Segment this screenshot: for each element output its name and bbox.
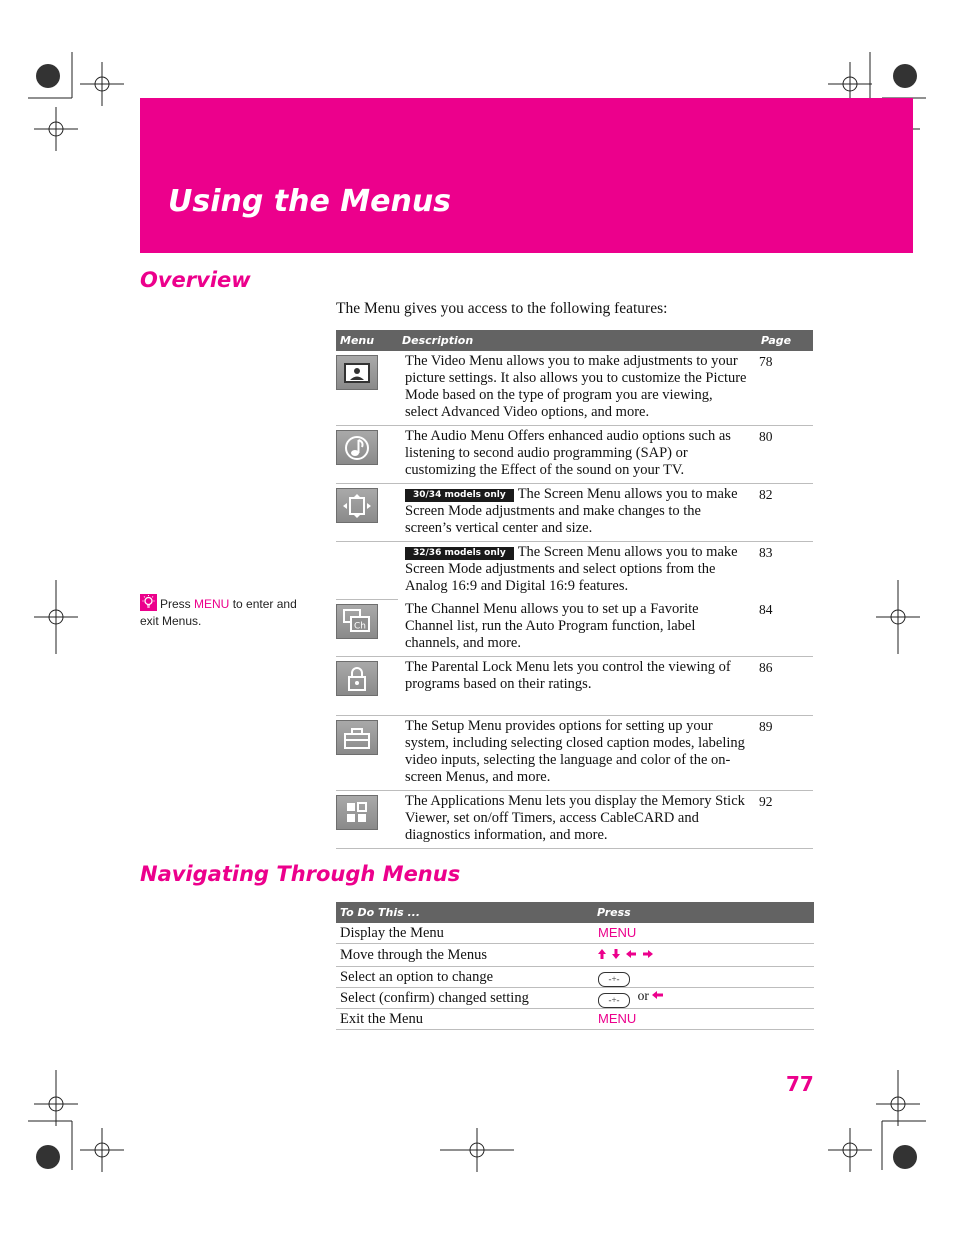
left-arrow-icon	[652, 990, 664, 1000]
row-description: The Channel Menu allows you to set up a Favorite Channel list, run the Auto Program function, label channels, and more.	[398, 599, 755, 657]
menu-key-label: MENU	[598, 1010, 637, 1026]
applications-grid-icon	[336, 795, 378, 830]
menu-key-label: MENU	[598, 924, 637, 940]
overview-heading: Overview	[140, 268, 251, 292]
table-row	[336, 351, 813, 426]
row-page: 82	[755, 484, 813, 542]
action-label: Display the Menu	[336, 923, 594, 944]
table-row	[336, 716, 813, 791]
row-page: 78	[755, 351, 813, 426]
row-description: The Screen Menu allows you to make Screen Mode adjustments and make changes to the screen’s vertical center and size.	[405, 486, 738, 536]
select-button-icon: -+-	[598, 993, 630, 1008]
parental-lock-icon	[336, 661, 378, 696]
table-row	[336, 599, 813, 657]
tip-text-pre: Press	[160, 597, 195, 611]
models-badge: 32/36 models only	[405, 547, 514, 560]
table-row	[336, 988, 814, 1009]
models-badge: 30/34 models only	[405, 489, 514, 502]
page-title: Using the Menus	[168, 184, 452, 219]
action-label: Exit the Menu	[336, 1009, 594, 1030]
row-page: 89	[755, 716, 813, 791]
table-row	[336, 484, 813, 542]
or-text: or	[637, 988, 649, 1003]
screen-mode-icon	[336, 488, 378, 523]
row-page: 80	[755, 426, 813, 484]
table-row	[336, 791, 813, 849]
table-row	[336, 967, 814, 988]
table-row	[336, 542, 813, 600]
select-button-icon: -+-	[598, 972, 630, 987]
column-menu: Menu	[336, 330, 398, 351]
overview-intro: The Menu gives you access to the following features:	[336, 300, 668, 317]
column-page: Page	[755, 330, 813, 351]
row-page: 86	[755, 657, 813, 716]
audio-note-icon	[336, 430, 378, 465]
row-description: The Setup Menu provides options for setting up your system, including selecting closed caption modes, labeling video inputs, selecting the language and color of the on-screen Menus, and more.	[398, 716, 755, 791]
row-description: The Applications Menu lets you display the Memory Stick Viewer, set on/off Timers, access CableCARD and diagnostics information, and more.	[398, 791, 755, 849]
row-description: The Audio Menu Offers enhanced audio options such as listening to second audio programming (SAP) or customizing the Effect of the sound on your TV.	[398, 426, 755, 484]
arrow-keys-icon	[598, 948, 658, 960]
row-description: The Video Menu allows you to make adjustments to your picture settings. It also allows you to customize the Picture Mode based on the type of program you are viewing, select Advanced Video options, and more.	[398, 351, 755, 426]
row-page: 92	[755, 791, 813, 849]
row-page: 84	[755, 599, 813, 657]
table-row	[336, 944, 814, 967]
menu-features-table	[336, 330, 813, 849]
action-label: Select (confirm) changed setting	[336, 988, 594, 1009]
table-row	[336, 657, 813, 716]
action-label: Select an option to change	[336, 967, 594, 988]
column-description: Description	[398, 330, 755, 351]
column-press: Press	[594, 902, 814, 923]
video-picture-icon	[336, 355, 378, 390]
action-label: Move through the Menus	[336, 944, 594, 967]
page-number: 77	[786, 1072, 814, 1096]
row-page: 83	[759, 545, 773, 560]
table-row	[336, 426, 813, 484]
row-description: The Screen Menu allows you to make Screen Mode adjustments and select options from the Analog 16:9 and Digital 16:9 features.	[405, 544, 738, 594]
tip-menu-key: MENU	[194, 597, 230, 611]
tip-note	[140, 594, 305, 630]
setup-toolbox-icon	[336, 720, 378, 755]
table-row	[336, 923, 814, 944]
navigating-heading: Navigating Through Menus	[140, 862, 461, 886]
svg-text:Ch: Ch	[354, 621, 366, 632]
tip-text-post: to enter and exit Menus.	[140, 597, 297, 628]
column-todo: To Do This ...	[336, 902, 594, 923]
title-banner	[140, 98, 913, 253]
channel-icon	[336, 604, 378, 639]
row-description: The Parental Lock Menu lets you control the viewing of programs based on their ratings.	[398, 657, 755, 716]
table-row	[336, 1009, 814, 1030]
lightbulb-icon	[140, 594, 157, 611]
navigation-table	[336, 902, 814, 1030]
